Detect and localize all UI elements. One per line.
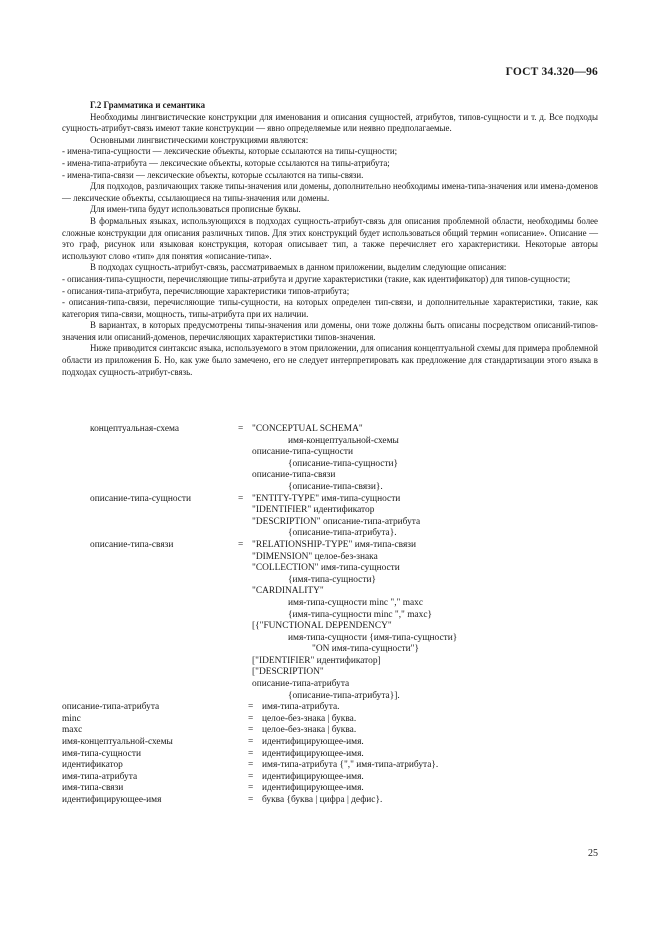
grammar-row <box>62 644 598 656</box>
list-item: - имена-типа-атрибута — лексические объекты, которые ссылаются на типы-атрибута; <box>62 157 390 168</box>
grammar-definition: "COLLECTION" имя-типа-сущности <box>252 563 400 574</box>
paragraph: В вариантах, в которых предусмотрены типы-значения или домены, они тоже должны быть описаны посредством описаний-типов-значения или описаний-доменов, перечисляющих характеристики типов-значения. <box>62 320 598 342</box>
grammar-definition: ["DESCRIPTION" <box>252 667 324 678</box>
grammar-equals: = <box>248 713 254 724</box>
list-item: - описания-типа-атрибута, перечисляющие характеристики типов-атрибута; <box>62 285 350 296</box>
grammar-definition: идентифицирующее-имя. <box>262 783 364 794</box>
list-item: - описания-типа-сущности, перечисляющие типы-атрибута и другие характеристики (такие, как идентификатор) для типов-сущности; <box>62 273 571 284</box>
document-body <box>62 100 598 378</box>
grammar-row <box>62 667 598 679</box>
grammar-definition: {описание-типа-атрибута}]. <box>288 690 400 701</box>
grammar-term: minc <box>62 713 81 724</box>
grammar-row <box>62 737 598 749</box>
paragraph: Для имен-типа будут использоваться прописные буквы. <box>90 204 301 215</box>
grammar-definition: {описание-типа-сущности} <box>288 458 399 469</box>
grammar-row <box>62 656 598 668</box>
grammar-block <box>62 424 598 807</box>
list-item: - имена-типа-сущности — лексические объекты, которые ссылаются на типы-сущности; <box>62 146 398 157</box>
list-item: - описания-типа-связи, перечисляющие типы-сущности, на которых определен тип-связи, и дополнительные характеристики, такие, как категория типа-связи, мощность, типы-атрибута при их наличии. <box>62 297 598 319</box>
grammar-row <box>62 505 598 517</box>
grammar-row <box>62 795 598 807</box>
grammar-row <box>62 772 598 784</box>
grammar-definition: {имя-типа-сущности} <box>288 574 376 585</box>
paragraph: Ниже приводится синтаксис языка, используемого в этом приложении, для описания концептуальной схемы для примера проблемной области из приложения Б. Но, как уже было замечено, его не следует интерпретировать как предложение для стандартизации этого языка в подходах сущность-атрибут-связь. <box>62 343 598 377</box>
grammar-term: имя-типа-сущности <box>62 748 141 759</box>
grammar-equals: = <box>248 725 254 736</box>
grammar-row <box>62 470 598 482</box>
grammar-term: описание-типа-сущности <box>90 493 192 504</box>
grammar-definition: имя-типа-сущности {имя-типа-сущности} <box>288 632 458 643</box>
grammar-definition: {имя-типа-сущности minc "," maxc} <box>288 609 433 620</box>
grammar-row <box>62 610 598 622</box>
grammar-row <box>62 633 598 645</box>
grammar-row <box>62 586 598 598</box>
grammar-row <box>62 783 598 795</box>
grammar-definition: идентифицирующее-имя. <box>262 737 364 748</box>
grammar-definition: описание-типа-сущности <box>252 447 354 458</box>
grammar-equals: = <box>248 748 254 759</box>
grammar-equals: = <box>248 702 254 713</box>
grammar-row <box>62 540 598 552</box>
grammar-definition: целое-без-знака | буква. <box>262 713 357 724</box>
section-title: Г.2 Грамматика и семантика <box>90 100 206 110</box>
grammar-row <box>62 528 598 540</box>
grammar-row <box>62 436 598 448</box>
document-header: ГОСТ 34.320—96 <box>505 66 598 78</box>
grammar-term: имя-типа-связи <box>62 783 124 794</box>
grammar-term: имя-типа-атрибута <box>62 771 138 782</box>
grammar-equals: = <box>248 771 254 782</box>
grammar-definition: имя-концептуальной-схемы <box>288 435 399 446</box>
grammar-equals: = <box>238 424 244 434</box>
grammar-equals: = <box>238 493 244 504</box>
grammar-definition: описание-типа-атрибута <box>252 679 350 690</box>
grammar-row <box>62 517 598 529</box>
grammar-definition: "DIMENSION" целое-без-знака <box>252 551 378 562</box>
grammar-row <box>62 725 598 737</box>
paragraph: В подходах сущность-атрибут-связь, рассматриваемых в данном приложении, выделим следующие описания: <box>90 262 507 273</box>
grammar-term: описание-типа-связи <box>90 539 174 550</box>
grammar-term: идентификатор <box>62 760 123 771</box>
paragraph: В формальных языках, использующихся в подходах сущность-атрибут-связь для описания проблемной области, необходимы более сложные конструкции для описания различных типов. Для этих конструкций будет использоваться общий термин «описание». Описание — это граф, рисунок или языковая конструкция, которая описывает тип, а также перечисляет его характеристики. Некоторые авторы используют слово «тип» для понятия «описание-типа». <box>62 215 598 261</box>
grammar-definition: буква {буква | цифра | дефис}. <box>262 795 383 805</box>
grammar-row <box>62 424 598 436</box>
grammar-definition: "ON имя-типа-сущности"} <box>312 644 419 655</box>
grammar-definition: "IDENTIFIER" идентификатор <box>252 505 375 516</box>
grammar-definition: идентифицирующее-имя. <box>262 771 364 782</box>
grammar-equals: = <box>248 795 254 805</box>
grammar-definition: "CONCEPTUAL SCHEMA" <box>252 424 363 434</box>
grammar-definition: имя-типа-атрибута. <box>262 702 340 713</box>
grammar-row <box>62 760 598 772</box>
grammar-row <box>62 447 598 459</box>
grammar-equals: = <box>238 539 244 550</box>
grammar-row <box>62 552 598 564</box>
grammar-equals: = <box>248 737 254 748</box>
grammar-row <box>62 714 598 726</box>
grammar-definition: имя-типа-атрибута {"," имя-типа-атрибута}. <box>262 760 439 771</box>
grammar-definition: "RELATIONSHIP-TYPE" имя-типа-связи <box>252 539 416 550</box>
grammar-row <box>62 482 598 494</box>
paragraph: Необходимы лингвистические конструкции для именования и описания сущностей, атрибутов, типов-сущности и т. д. Все подходы сущность-атрибут-связь имеют такие конструкции — явно определяемые или неявно предполагаемые. <box>62 111 598 134</box>
grammar-definition: "CARDINALITY" <box>252 586 324 597</box>
grammar-definition: имя-типа-сущности minc "," maxc <box>288 597 424 608</box>
grammar-term: описание-типа-атрибута <box>62 702 160 713</box>
page-number: 25 <box>588 848 598 859</box>
grammar-definition: {описание-типа-связи}. <box>288 481 383 492</box>
grammar-row <box>62 575 598 587</box>
grammar-definition: описание-типа-связи <box>252 470 336 481</box>
grammar-definition: целое-без-знака | буква. <box>262 725 357 736</box>
grammar-definition: ["IDENTIFIER" идентификатор] <box>252 655 381 666</box>
grammar-definition: идентифицирующее-имя. <box>262 748 364 759</box>
grammar-row <box>62 691 598 703</box>
list-item: - имена-типа-связи — лексические объекты, которые ссылаются на типы-связи. <box>62 169 364 180</box>
grammar-equals: = <box>248 783 254 794</box>
grammar-term: идентифицирующее-имя <box>62 795 162 805</box>
grammar-definition: "ENTITY-TYPE" имя-типа-сущности <box>252 493 401 504</box>
grammar-definition: "DESCRIPTION" описание-типа-атрибута <box>252 516 421 527</box>
grammar-term: maxc <box>62 725 83 736</box>
paragraph: Основными лингвистическими конструкциями являются: <box>90 134 309 145</box>
grammar-row <box>62 702 598 714</box>
grammar-definition: [{"FUNCTIONAL DEPENDENCY" <box>252 621 392 632</box>
grammar-row <box>62 563 598 575</box>
paragraphs <box>62 112 598 379</box>
grammar-term: концептуальная-схема <box>90 424 180 434</box>
grammar-definition: {описание-типа-атрибута}. <box>288 528 397 539</box>
grammar-equals: = <box>248 760 254 771</box>
grammar-row <box>62 598 598 610</box>
grammar-term: имя-концептуальной-схемы <box>62 737 173 748</box>
paragraph: Для подходов, различающих также типы-значения или домены, дополнительно необходимы имена-типа-значения или имена-доменов — лексические объекты, ссылающиеся на типы-значения или домены. <box>62 181 598 203</box>
grammar-row <box>62 621 598 633</box>
grammar-row <box>62 494 598 506</box>
grammar-row <box>62 459 598 471</box>
grammar-row <box>62 679 598 691</box>
grammar-row <box>62 749 598 761</box>
